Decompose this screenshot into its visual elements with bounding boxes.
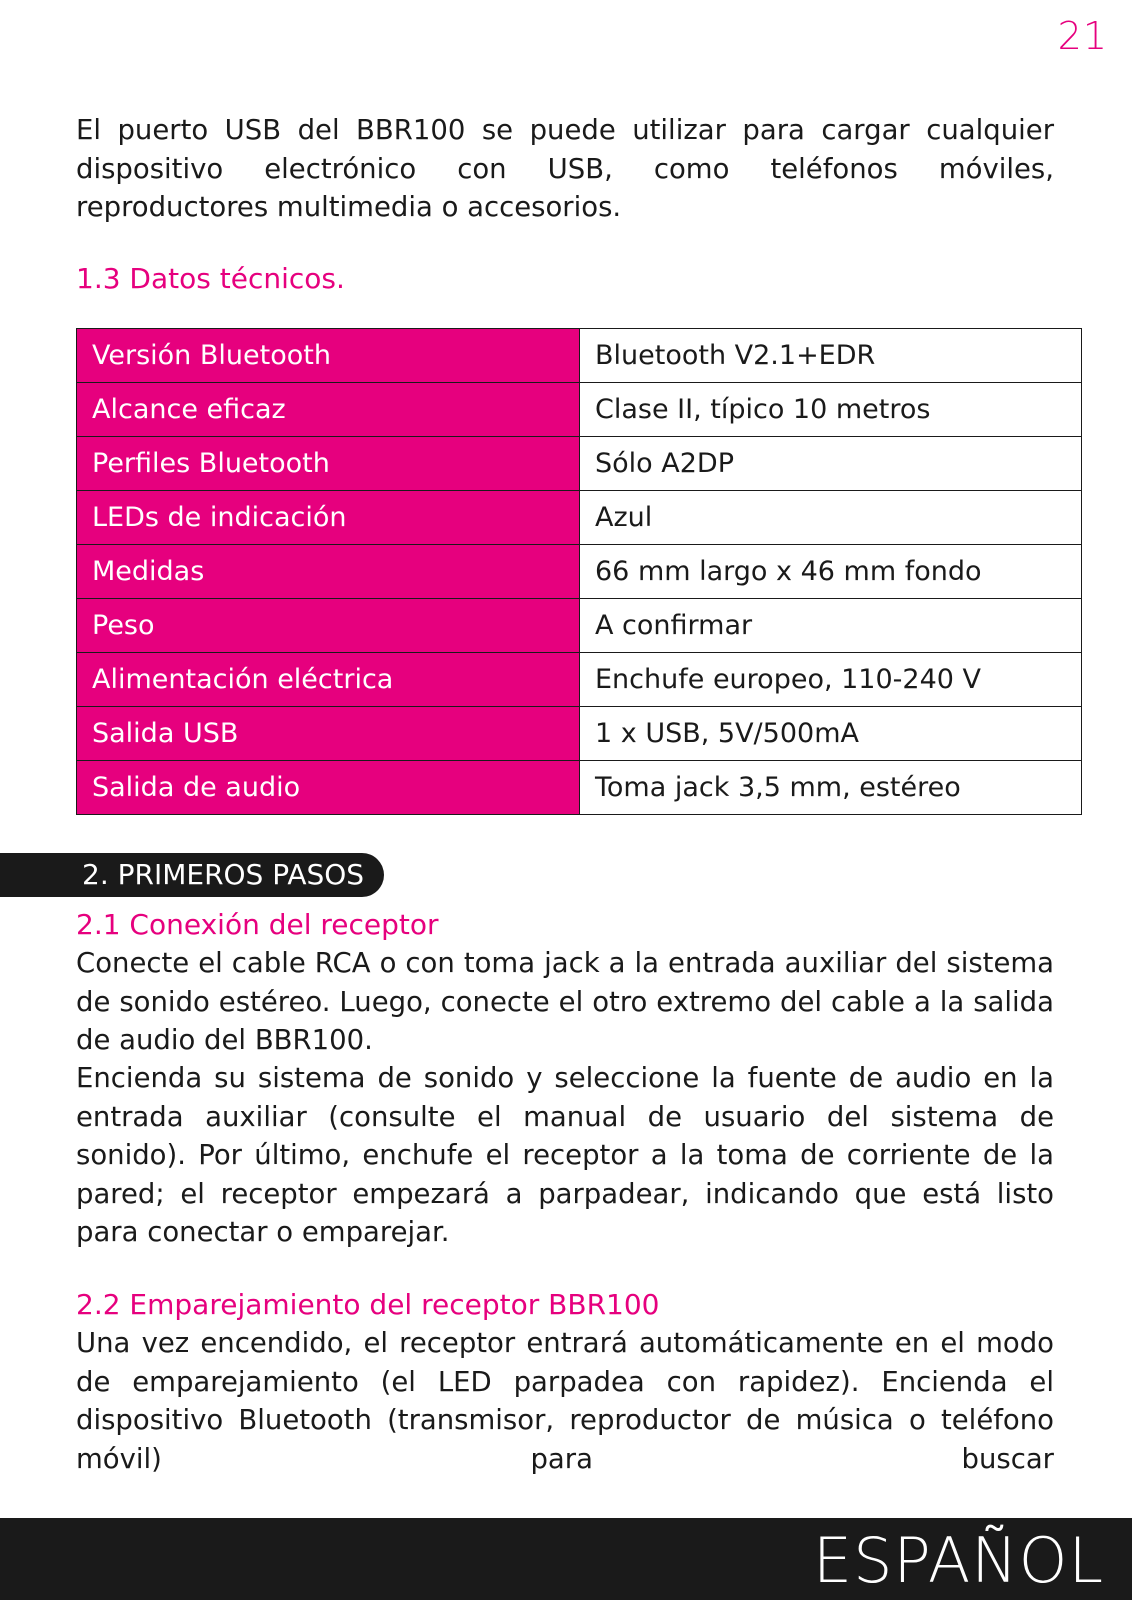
table-row bbox=[77, 653, 1082, 707]
spec-label: Perfiles Bluetooth bbox=[77, 437, 580, 491]
spec-label: LEDs de indicación bbox=[77, 491, 580, 545]
connection-paragraph-1: Conecte el cable RCA o con toma jack a la entrada auxiliar del sistema de sonido estéreo. Luego, conecte el otro extremo del cable a la salida de audio del BBR100. bbox=[76, 947, 1054, 1056]
spec-label: Versión Bluetooth bbox=[77, 329, 580, 383]
table-row bbox=[77, 491, 1082, 545]
spec-value: Azul bbox=[580, 491, 1082, 545]
spec-label: Salida de audio bbox=[77, 761, 580, 815]
connection-heading: 2.1 Conexión del receptor bbox=[76, 908, 439, 941]
specs-heading: 1.3 Datos técnicos. bbox=[76, 262, 345, 295]
language-label: ESPAÑOL bbox=[812, 1524, 1104, 1597]
spec-value: 1 x USB, 5V/500mA bbox=[580, 707, 1082, 761]
spec-label: Alcance eficaz bbox=[77, 383, 580, 437]
table-row bbox=[77, 437, 1082, 491]
spec-value: Enchufe europeo, 110-240 V bbox=[580, 653, 1082, 707]
table-row bbox=[77, 545, 1082, 599]
table-row bbox=[77, 599, 1082, 653]
table-row bbox=[77, 761, 1082, 815]
specs-table bbox=[76, 328, 1082, 815]
spec-label: Medidas bbox=[77, 545, 580, 599]
table-row bbox=[77, 383, 1082, 437]
spec-value: Clase II, típico 10 metros bbox=[580, 383, 1082, 437]
spec-value: Bluetooth V2.1+EDR bbox=[580, 329, 1082, 383]
pairing-paragraph: Una vez encendido, el receptor entrará automáticamente en el modo de emparejamiento (el LED parpadea con rapidez). Encienda el dispositivo Bluetooth (transmisor, reproductor de música o teléfono móvil) para buscar bbox=[76, 1327, 1054, 1475]
spec-label: Alimentación eléctrica bbox=[77, 653, 580, 707]
pairing-heading: 2.2 Emparejamiento del receptor BBR100 bbox=[76, 1288, 660, 1321]
page-number: 21 bbox=[1057, 14, 1108, 58]
spec-value: 66 mm largo x 46 mm fondo bbox=[580, 545, 1082, 599]
spec-value: Sólo A2DP bbox=[580, 437, 1082, 491]
table-row bbox=[77, 329, 1082, 383]
intro-paragraph: El puerto USB del BBR100 se puede utilizar para cargar cualquier dispositivo electrónico con USB, como teléfonos móviles, reproductores multimedia o accesorios. bbox=[76, 114, 1054, 223]
table-row bbox=[77, 707, 1082, 761]
connection-paragraph-2: Encienda su sistema de sonido y seleccione la fuente de audio en la entrada auxiliar (consulte el manual de usuario del sistema de sonido). Por último, enchufe el receptor a la toma de corriente de la pared; el receptor empezará a parpadear, indicando que está listo para conectar o emparejar. bbox=[76, 1062, 1054, 1248]
section-title-tab: 2. PRIMEROS PASOS bbox=[0, 853, 384, 897]
spec-label: Salida USB bbox=[77, 707, 580, 761]
spec-label: Peso bbox=[77, 599, 580, 653]
spec-value: Toma jack 3,5 mm, estéreo bbox=[580, 761, 1082, 815]
spec-value: A confirmar bbox=[580, 599, 1082, 653]
